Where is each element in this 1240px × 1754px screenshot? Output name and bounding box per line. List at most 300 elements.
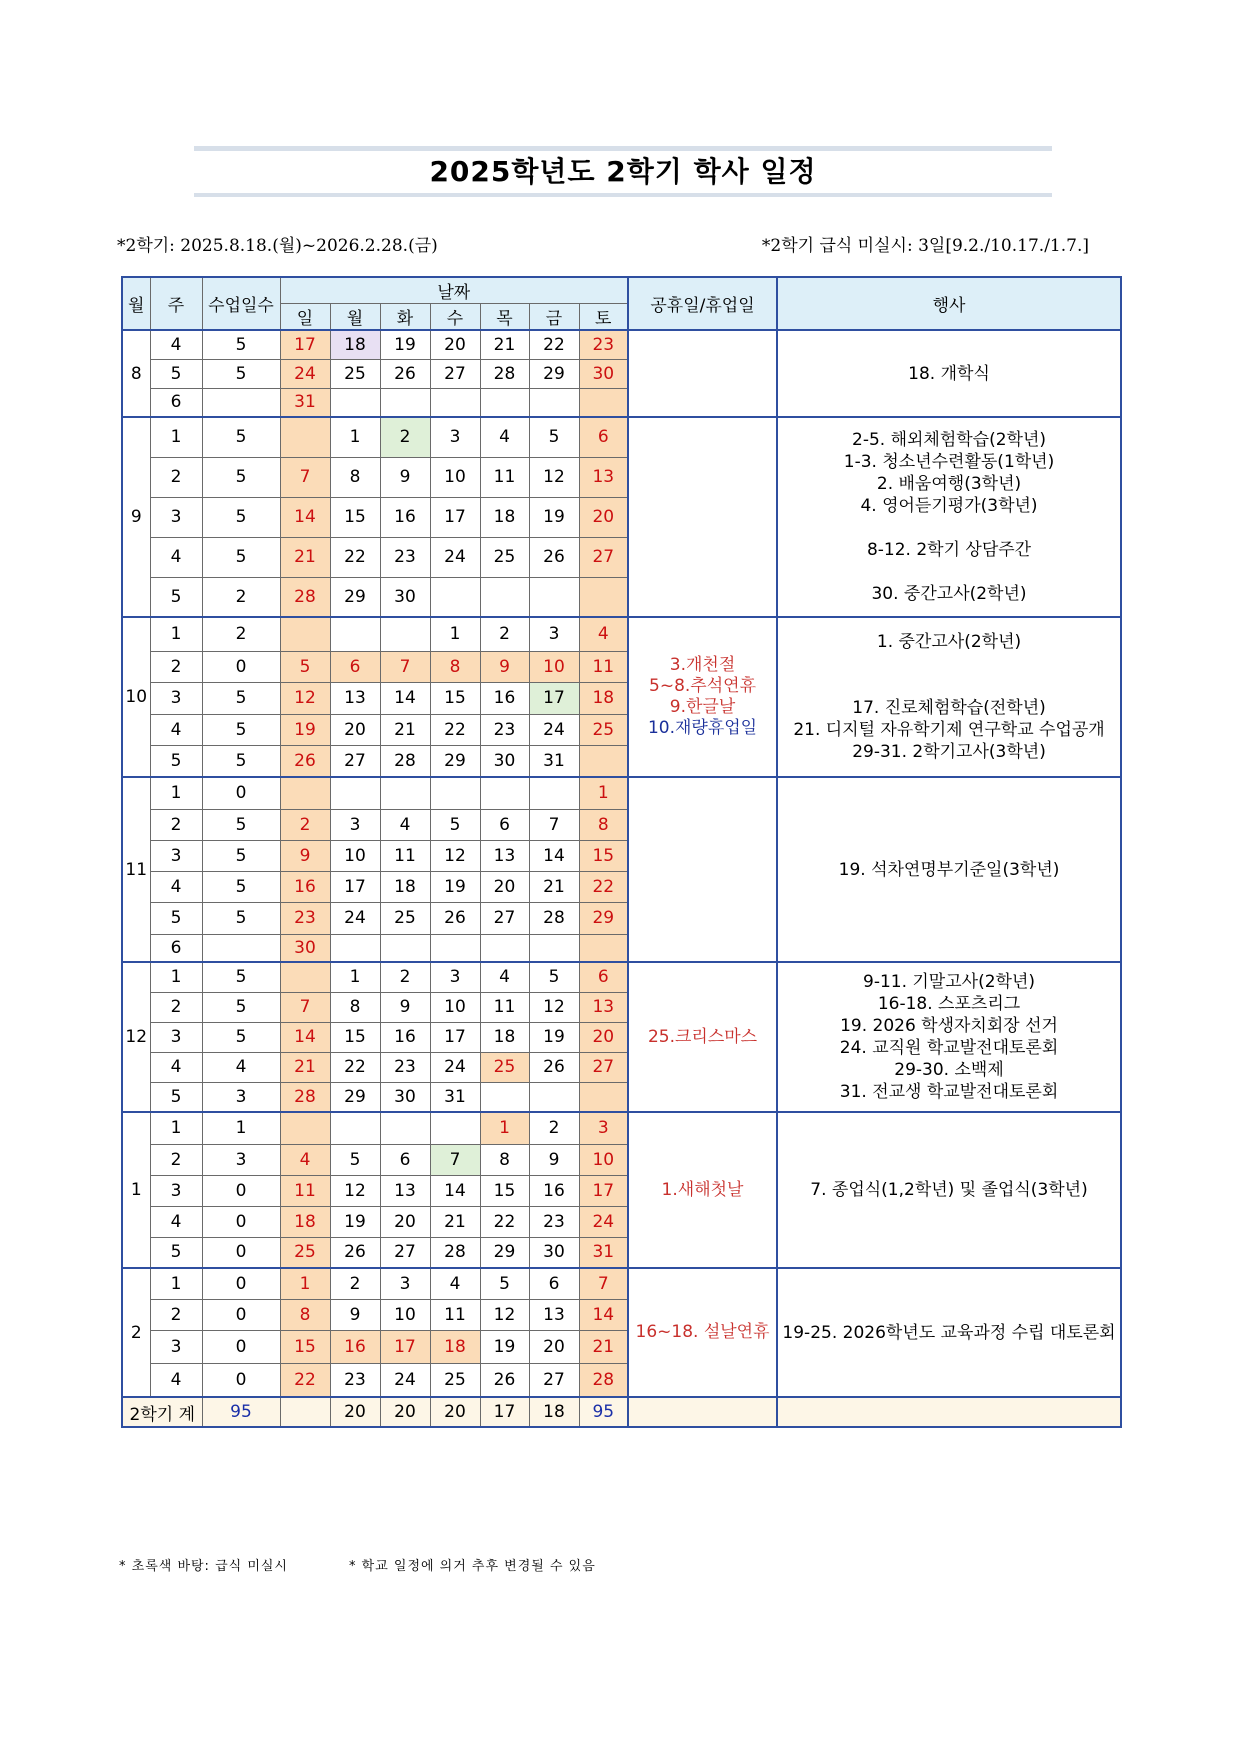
date-cell: 28 [280,1082,330,1112]
date-cell: 23 [330,1363,380,1397]
week-number: 2 [150,651,202,682]
event-item: 17. 진로체험학습(전학년) [852,698,1046,718]
event-item: 1-3. 청소년수련활동(1학년) [843,452,1055,472]
date-cell: 18 [480,1022,529,1052]
date-cell [579,1082,628,1112]
calendar-week-row [122,962,1121,992]
date-cell: 15 [330,1022,380,1052]
date-cell: 14 [280,497,330,537]
date-cell: 7 [430,1144,480,1175]
date-cell: 1 [430,617,480,651]
class-days: 5 [202,809,280,840]
date-cell: 5 [280,651,330,682]
date-cell: 11 [380,840,430,871]
date-cell: 4 [480,962,529,992]
date-cell: 5 [430,809,480,840]
total-empty [628,1397,777,1427]
date-cell: 6 [480,809,529,840]
date-cell [380,388,430,417]
holiday-item: 1.새해첫날 [661,1179,744,1200]
date-cell [529,577,579,617]
event-item: 30. 중간고사(2학년) [871,584,1027,604]
date-cell: 31 [430,1082,480,1112]
month-label: 1 [122,1112,150,1268]
week-number: 5 [150,1237,202,1268]
date-cell: 29 [579,902,628,934]
date-cell [430,777,480,809]
header-days: 수업일수 [202,277,280,330]
page-title: 2025학년도 2학기 학사 일정 [429,155,817,188]
date-cell: 6 [579,417,628,457]
header-week: 주 [150,277,202,330]
date-cell: 10 [579,1144,628,1175]
week-number: 5 [150,902,202,934]
holiday-item: 16~18. 설날연휴 [635,1322,770,1342]
date-cell: 13 [480,840,529,871]
weekday-header: 일 [280,304,330,331]
class-days: 5 [202,497,280,537]
date-cell [480,577,529,617]
semester-period: *2학기: 2025.8.18.(월)~2026.2.28.(금) [117,236,438,256]
date-cell: 3 [380,1268,430,1299]
date-cell [330,617,380,651]
week-number: 5 [150,1082,202,1112]
date-cell: 8 [430,651,480,682]
class-days: 5 [202,902,280,934]
class-days: 5 [202,330,280,359]
calendar-week-row [122,417,1121,457]
class-days: 5 [202,745,280,777]
date-cell: 1 [579,777,628,809]
total-col: 17 [480,1397,529,1427]
date-cell: 9 [380,457,430,497]
date-cell [280,777,330,809]
date-cell: 4 [480,417,529,457]
event-item: 31. 전교생 학교발전대토론회 [839,1082,1059,1102]
date-cell: 24 [330,902,380,934]
week-number: 4 [150,1206,202,1237]
holidays-cell [628,1268,777,1397]
date-cell: 28 [280,577,330,617]
date-cell: 25 [330,359,380,388]
date-cell: 29 [330,1082,380,1112]
date-cell: 17 [430,1022,480,1052]
date-cell: 22 [579,871,628,902]
week-number: 1 [150,1268,202,1299]
event-item [778,561,1120,583]
week-number: 5 [150,577,202,617]
holiday-item: 10.재량휴업일 [647,718,758,738]
class-days: 5 [202,682,280,714]
class-days: 5 [202,1022,280,1052]
date-cell: 9 [330,1299,380,1330]
week-number: 3 [150,840,202,871]
date-cell: 27 [330,745,380,777]
date-cell: 27 [579,537,628,577]
date-cell: 12 [480,1299,529,1330]
date-cell: 18 [380,871,430,902]
class-days: 3 [202,1082,280,1112]
date-cell: 20 [380,1206,430,1237]
header-events: 행사 [777,277,1121,330]
date-cell: 20 [579,497,628,537]
date-cell: 7 [529,809,579,840]
events-cell [777,417,1121,617]
date-cell: 20 [430,330,480,359]
date-cell: 17 [529,682,579,714]
date-cell [380,777,430,809]
holidays-cell [628,617,777,777]
events-cell [777,777,1121,962]
date-cell: 23 [579,330,628,359]
calendar-week-row [122,330,1121,359]
date-cell: 28 [430,1237,480,1268]
class-days: 0 [202,1299,280,1330]
date-cell [280,1112,330,1144]
header-holidays: 공휴일/휴업일 [628,277,777,330]
date-cell: 11 [480,992,529,1022]
week-number: 1 [150,617,202,651]
month-label: 10 [122,617,150,777]
date-cell: 19 [280,714,330,745]
date-cell: 10 [430,992,480,1022]
class-days: 0 [202,1330,280,1363]
no-meal-days: *2학기 급식 미실시: 3일[9.2./10.17./1.7.] [761,236,1089,256]
events-cell [777,1268,1121,1397]
date-cell: 10 [380,1299,430,1330]
date-cell: 8 [480,1144,529,1175]
date-cell: 27 [480,902,529,934]
date-cell: 13 [579,457,628,497]
date-cell [480,934,529,962]
event-item: 21. 디지털 자유학기제 연구학교 수업공개 [793,720,1105,740]
week-number: 4 [150,714,202,745]
date-cell [480,388,529,417]
date-cell: 19 [529,497,579,537]
event-item: 1. 중간고사(2학년) [876,632,1022,652]
date-cell: 11 [480,457,529,497]
date-cell: 10 [529,651,579,682]
class-days: 5 [202,714,280,745]
date-cell: 17 [579,1175,628,1206]
date-cell: 18 [280,1206,330,1237]
holiday-item: 3.개천절 [669,655,736,675]
date-cell: 14 [529,840,579,871]
date-cell: 24 [380,1363,430,1397]
total-label: 2학기 계 [122,1397,202,1427]
date-cell: 1 [280,1268,330,1299]
date-cell: 29 [330,577,380,617]
date-cell: 24 [579,1206,628,1237]
date-cell: 14 [579,1299,628,1330]
date-cell: 21 [280,537,330,577]
date-cell: 8 [280,1299,330,1330]
event-item: 19. 2026 학생자치회장 선거 [840,1016,1058,1036]
weekday-header: 월 [330,304,380,331]
date-cell: 12 [280,682,330,714]
date-cell [579,577,628,617]
date-cell: 25 [380,902,430,934]
class-days: 0 [202,1175,280,1206]
date-cell: 18 [330,330,380,359]
date-cell: 9 [380,992,430,1022]
week-number: 4 [150,871,202,902]
class-days: 5 [202,417,280,457]
class-days: 5 [202,840,280,871]
date-cell: 23 [280,902,330,934]
event-item: 24. 교직원 학교발전대토론회 [839,1038,1059,1058]
date-cell: 5 [529,417,579,457]
date-cell: 18 [579,682,628,714]
date-cell: 17 [380,1330,430,1363]
date-cell: 31 [529,745,579,777]
weekday-header: 수 [430,304,480,331]
week-number: 3 [150,1330,202,1363]
date-cell [430,1112,480,1144]
week-number: 1 [150,1112,202,1144]
date-cell: 25 [480,1052,529,1082]
month-label: 9 [122,417,150,617]
total-row [122,1397,1121,1427]
date-cell: 19 [330,1206,380,1237]
date-cell: 16 [280,871,330,902]
holidays-cell [628,330,777,417]
date-cell: 15 [280,1330,330,1363]
date-cell: 31 [579,1237,628,1268]
date-cell: 21 [380,714,430,745]
month-label: 12 [122,962,150,1112]
date-cell: 24 [430,537,480,577]
date-cell [380,617,430,651]
date-cell: 14 [280,1022,330,1052]
date-cell [529,934,579,962]
date-cell: 8 [579,809,628,840]
week-number: 4 [150,330,202,359]
week-number: 4 [150,1363,202,1397]
event-item: 16-18. 스포츠리그 [877,994,1021,1014]
date-cell: 24 [280,359,330,388]
footnote-left: * 초록색 바탕: 급식 미실시 [119,1559,288,1574]
date-cell: 13 [330,682,380,714]
date-cell: 21 [430,1206,480,1237]
date-cell: 25 [480,537,529,577]
date-cell [380,1112,430,1144]
date-cell [330,777,380,809]
holidays-cell [628,1112,777,1268]
month-label: 11 [122,777,150,962]
total-col: 20 [380,1397,430,1427]
date-cell: 21 [480,330,529,359]
month-label: 2 [122,1268,150,1397]
date-cell: 4 [579,617,628,651]
date-cell: 19 [430,871,480,902]
class-days: 3 [202,1144,280,1175]
total-empty [777,1397,1121,1427]
date-cell: 13 [529,1299,579,1330]
date-cell: 11 [280,1175,330,1206]
date-cell: 3 [529,617,579,651]
event-item: 7. 종업식(1,2학년) 및 졸업식(3학년) [810,1180,1088,1200]
date-cell: 25 [280,1237,330,1268]
holiday-item: 25.크리스마스 [647,1026,758,1047]
date-cell: 19 [529,1022,579,1052]
footnote-right: * 학교 일정에 의거 추후 변경될 수 있음 [349,1559,596,1574]
date-cell [330,934,380,962]
date-cell: 14 [430,1175,480,1206]
date-cell: 3 [579,1112,628,1144]
date-cell [529,777,579,809]
date-cell: 2 [280,809,330,840]
date-cell: 25 [430,1363,480,1397]
class-days [202,934,280,962]
date-cell: 1 [330,962,380,992]
date-cell: 6 [579,962,628,992]
weekday-header: 토 [579,304,628,331]
date-cell: 23 [480,714,529,745]
class-days: 5 [202,537,280,577]
date-cell: 3 [330,809,380,840]
date-cell: 12 [529,457,579,497]
date-cell [430,388,480,417]
events-cell [777,1112,1121,1268]
date-cell: 12 [430,840,480,871]
date-cell: 16 [480,682,529,714]
week-number: 2 [150,992,202,1022]
date-cell: 26 [480,1363,529,1397]
date-cell [430,577,480,617]
date-cell [430,934,480,962]
events-cell [777,330,1121,417]
date-cell: 30 [480,745,529,777]
week-number: 1 [150,777,202,809]
date-cell: 16 [330,1330,380,1363]
date-cell: 21 [529,871,579,902]
holiday-item: 5~8.추석연휴 [649,676,756,696]
date-cell: 26 [529,1052,579,1082]
events-cell [777,617,1121,777]
date-cell: 2 [480,617,529,651]
week-number: 2 [150,809,202,840]
date-cell: 18 [430,1330,480,1363]
date-cell: 1 [330,417,380,457]
date-cell: 20 [529,1330,579,1363]
date-cell [579,745,628,777]
week-number: 3 [150,1175,202,1206]
date-cell [280,617,330,651]
date-cell: 26 [529,537,579,577]
date-cell: 1 [480,1112,529,1144]
event-item: 8-12. 2학기 상담주간 [866,540,1032,560]
date-cell: 16 [529,1175,579,1206]
date-cell: 8 [330,457,380,497]
calendar-week-row [122,617,1121,651]
date-cell [529,388,579,417]
date-cell: 12 [330,1175,380,1206]
date-cell [579,934,628,962]
date-cell [529,1082,579,1112]
event-item: 29-31. 2학기고사(3학년) [852,742,1046,762]
date-cell: 3 [430,417,480,457]
week-number: 5 [150,359,202,388]
date-cell: 6 [330,651,380,682]
date-cell: 26 [380,359,430,388]
class-days: 0 [202,651,280,682]
date-cell [330,1112,380,1144]
holidays-cell [628,777,777,962]
event-item: 9-11. 기말고사(2학년) [863,972,1036,992]
week-number: 3 [150,1022,202,1052]
event-item: 19. 석차연명부기준일(3학년) [838,859,1060,880]
week-number: 2 [150,1144,202,1175]
date-cell: 22 [280,1363,330,1397]
date-cell: 2 [330,1268,380,1299]
calendar-table [121,276,1122,1428]
date-cell: 2 [380,962,430,992]
date-cell [579,388,628,417]
date-cell: 22 [330,537,380,577]
date-cell [280,417,330,457]
week-number: 4 [150,537,202,577]
date-cell: 30 [280,934,330,962]
date-cell [480,1082,529,1112]
date-cell: 15 [330,497,380,537]
event-item [778,675,1120,697]
date-cell: 16 [380,1022,430,1052]
date-cell: 28 [579,1363,628,1397]
date-cell: 4 [430,1268,480,1299]
total-days: 95 [202,1397,280,1427]
date-cell: 27 [380,1237,430,1268]
date-cell: 24 [529,714,579,745]
holidays-cell [628,962,777,1112]
class-days: 0 [202,1206,280,1237]
weekday-header: 금 [529,304,579,331]
total-col: 20 [430,1397,480,1427]
date-cell: 28 [480,359,529,388]
date-cell: 23 [529,1206,579,1237]
date-cell: 23 [380,1052,430,1082]
title-bar-bottom [194,193,1052,197]
holiday-item: 9.한글날 [669,697,736,717]
date-cell: 29 [529,359,579,388]
date-cell: 3 [430,962,480,992]
weekday-header: 화 [380,304,430,331]
event-item: 4. 영어듣기평가(3학년) [860,496,1038,516]
date-cell: 20 [579,1022,628,1052]
date-cell: 7 [280,992,330,1022]
date-cell: 28 [380,745,430,777]
date-cell: 19 [380,330,430,359]
date-cell: 26 [430,902,480,934]
date-cell: 9 [280,840,330,871]
calendar-week-row [122,777,1121,809]
class-days: 2 [202,617,280,651]
date-cell: 7 [280,457,330,497]
class-days: 0 [202,1268,280,1299]
week-number: 4 [150,1052,202,1082]
date-cell: 23 [380,537,430,577]
date-cell: 7 [579,1268,628,1299]
date-cell [280,962,330,992]
date-cell: 17 [280,330,330,359]
event-item [778,517,1120,539]
date-cell: 30 [579,359,628,388]
date-cell: 27 [430,359,480,388]
date-cell: 2 [529,1112,579,1144]
total-col: 20 [330,1397,380,1427]
week-number: 2 [150,457,202,497]
date-cell: 30 [380,577,430,617]
